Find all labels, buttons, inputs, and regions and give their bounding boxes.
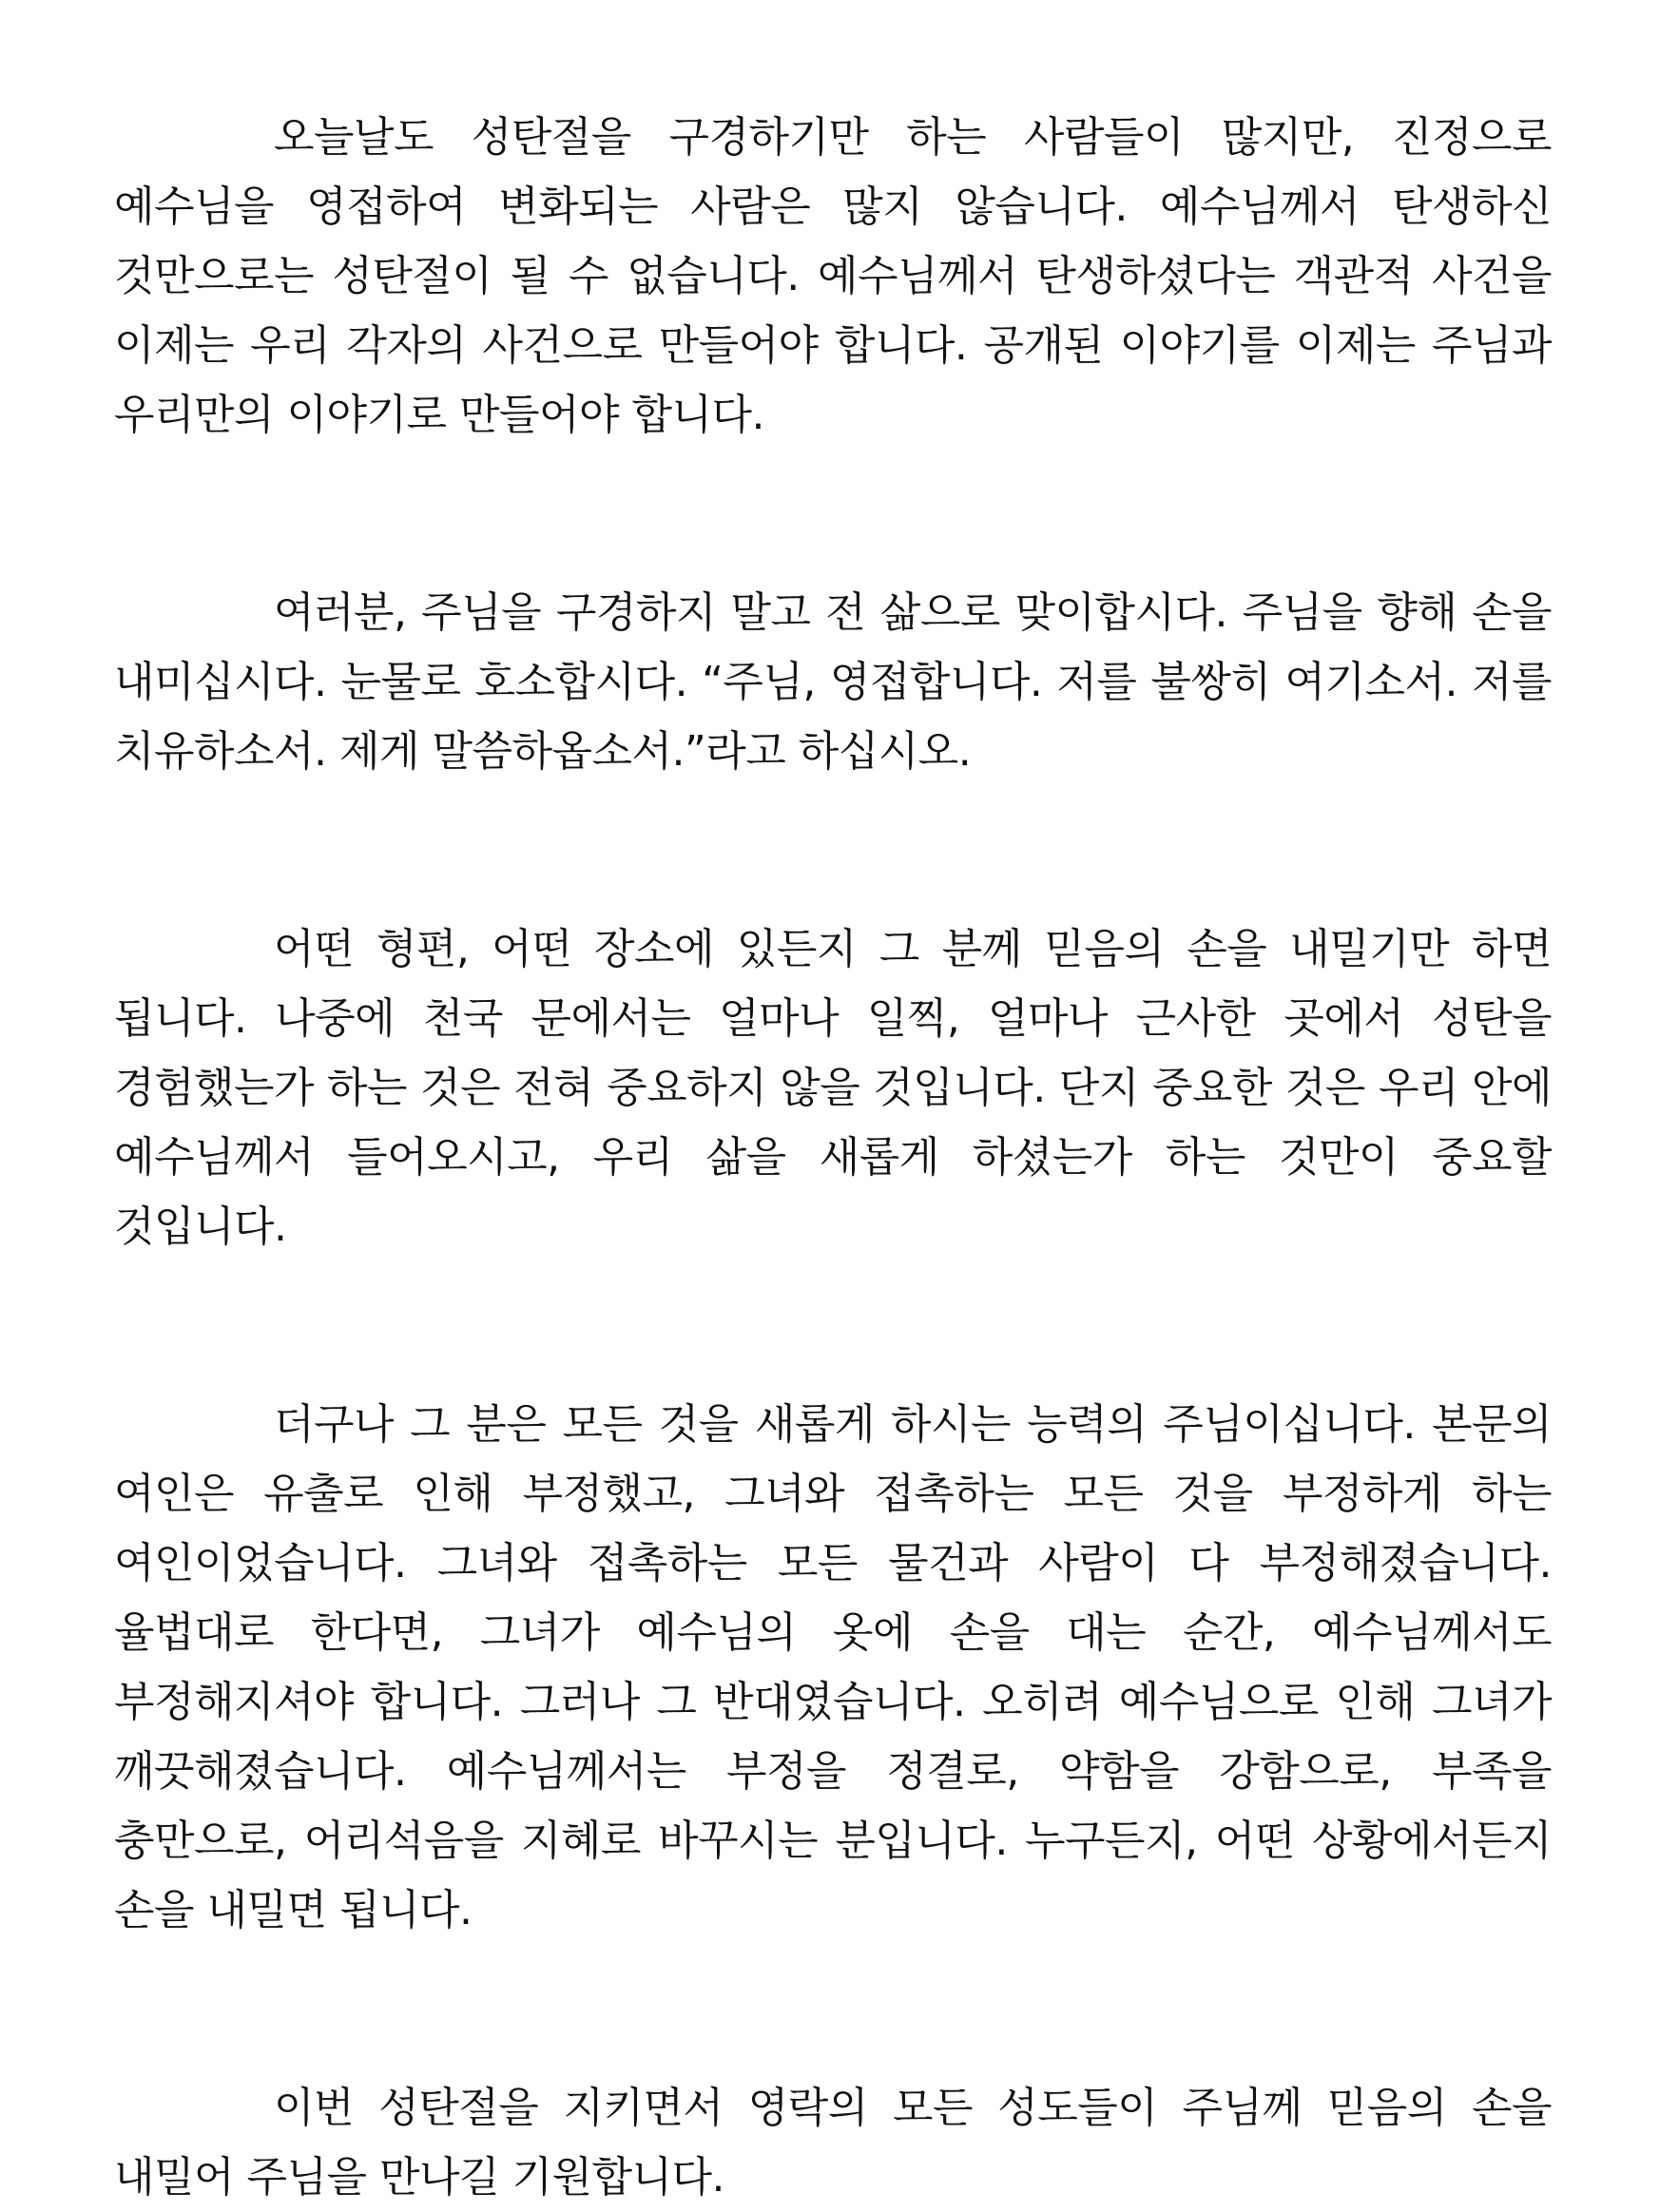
- paragraph-3: 어떤 형편, 어떤 장소에 있든지 그 분께 믿음의 손을 내밀기만 하면 됩니다. 나중에 천국 문에서는 얼마나 일찍, 얼마나 근사한 곳에서 성탄을 경험했는가 하는 것은 전혀 중요하지 않을 것입니다. 단지 중요한 것은 우리 안에 예수님께서 들어오시고, 우리 삶을 새롭게 하셨는가 하는 것만이 중요할 것입니다.: [114, 925, 1552, 1251]
- document-body: [114, 103, 1552, 2212]
- paragraph-1: 오늘날도 성탄절을 구경하기만 하는 사람들이 많지만, 진정으로 예수님을 영접하여 변화되는 사람은 많지 않습니다. 예수님께서 탄생하신 것만으로는 성탄절이 될 수 없습니다. 예수님께서 탄생하셨다는 객관적 사건을 이제는 우리 각자의 사건으로 만들어야 합니다. 공개된 이야기를 이제는 주님과 우리만의 이야기로 만들어야 합니다.: [114, 113, 1552, 439]
- paragraph-2: 여러분, 주님을 구경하지 말고 전 삶으로 맞이합시다. 주님을 향해 손을 내미십시다. 눈물로 호소합시다. “주님, 영접합니다. 저를 불쌍히 여기소서. 저를 치유하소서. 제게 말씀하옵소서.”라고 하십시오.: [114, 588, 1552, 776]
- paragraph-4: 더구나 그 분은 모든 것을 새롭게 하시는 능력의 주님이십니다. 본문의 여인은 유출로 인해 부정했고, 그녀와 접촉하는 모든 것을 부정하게 하는 여인이었습니다. 그녀와 접촉하는 모든 물건과 사람이 다 부정해졌습니다. 율법대로 한다면, 그녀가 예수님의 옷에 손을 대는 순간, 예수님께서도 부정해지셔야 합니다. 그러나 그 반대였습니다. 오히려 예수님으로 인해 그녀가 깨끗해졌습니다. 예수님께서는 부정을 정결로, 약함을 강함으로, 부족을 충만으로, 어리석음을 지혜로 바꾸시는 분입니다. 누구든지, 어떤 상황에서든지 손을 내밀면 됩니다.: [114, 1400, 1552, 1934]
- paragraph-5: 이번 성탄절을 지키면서 영락의 모든 성도들이 주님께 믿음의 손을 내밀어 주님을 만나길 기원합니다.: [114, 2084, 1552, 2202]
